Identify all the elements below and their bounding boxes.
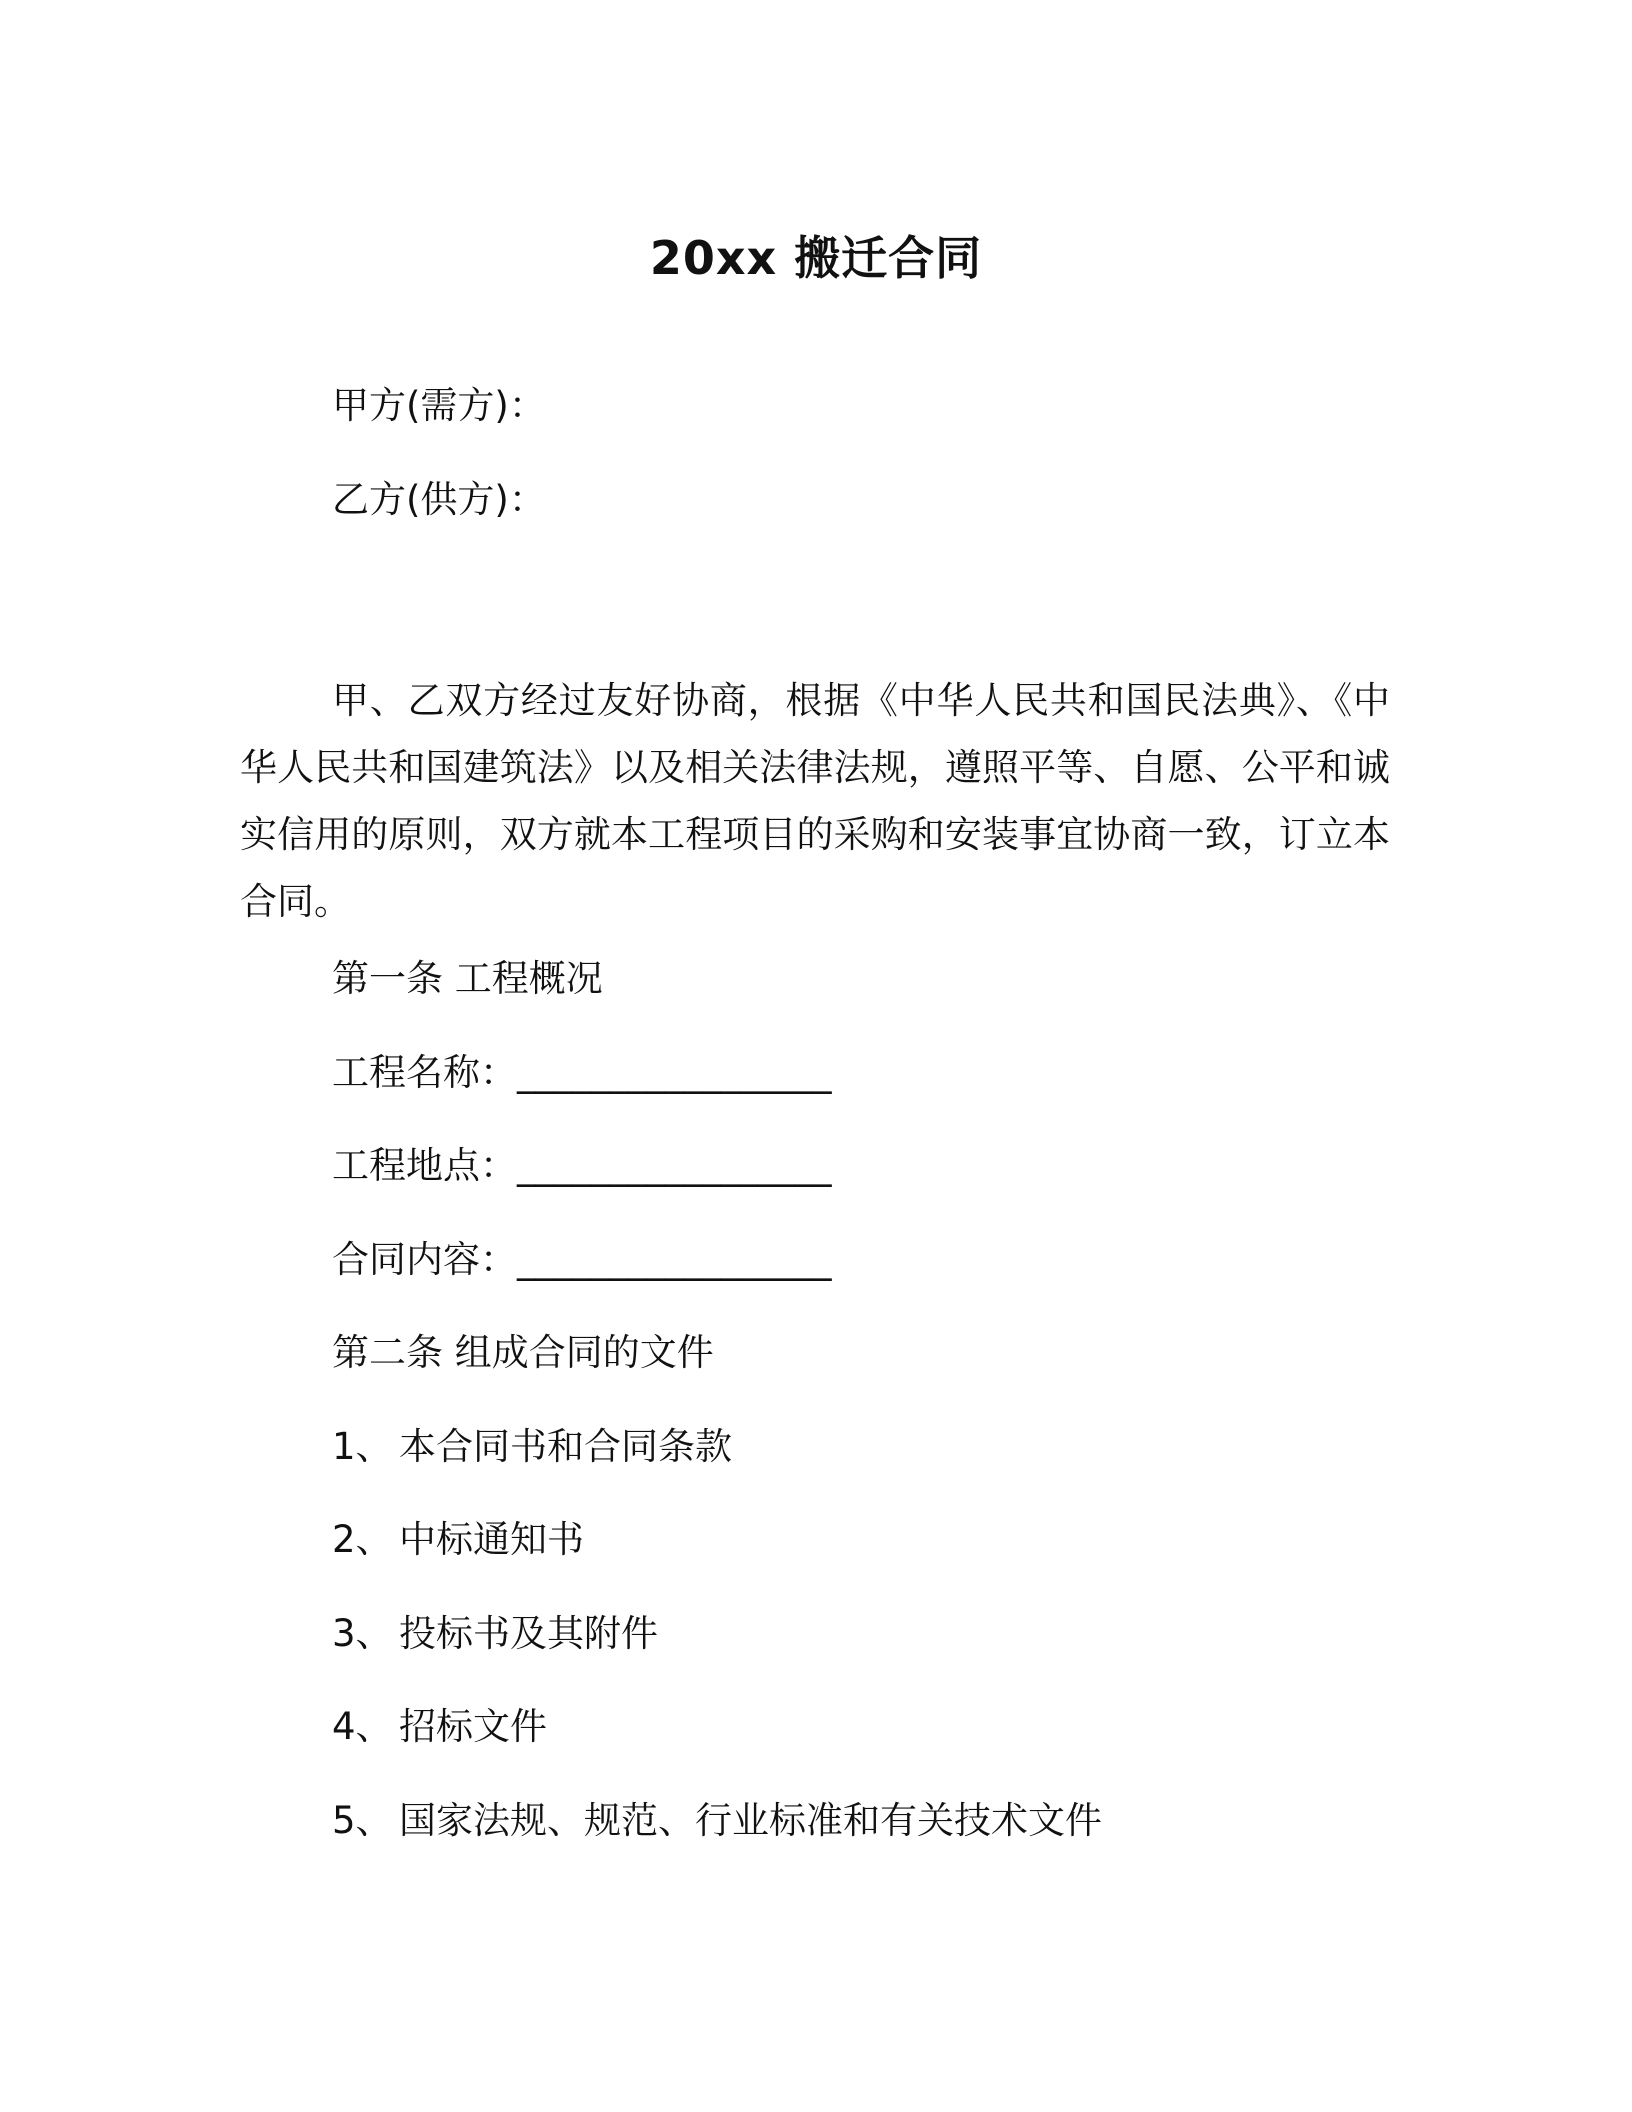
list-item-text: 国家法规、规范、行业标准和有关技术文件 — [399, 1799, 1102, 1842]
article1-heading: 第一条 工程概况 — [332, 957, 603, 1000]
list-item-text: 招标文件 — [399, 1705, 547, 1748]
list-item — [332, 1516, 584, 1564]
field-project-location — [332, 1142, 832, 1190]
article2-heading: 第二条 组成合同的文件 — [332, 1331, 714, 1374]
party-a-label: 甲方(需方)： — [332, 384, 546, 427]
field-label: 工程地点： — [332, 1144, 517, 1187]
list-item-text: 中标通知书 — [399, 1518, 584, 1561]
field-contract-content — [332, 1236, 832, 1284]
field-label: 工程名称： — [332, 1051, 517, 1094]
field-blank: _________________ — [517, 1238, 832, 1281]
list-item-number: 3、 — [332, 1612, 393, 1655]
list-item — [332, 1610, 658, 1658]
list-item-text: 本合同书和合同条款 — [399, 1425, 732, 1468]
list-item — [332, 1703, 547, 1751]
field-project-name — [332, 1049, 832, 1097]
intro-paragraph: 甲、乙双方经过友好协商，根据《中华人民共和国民法典》、《中华人民共和国建筑法》以及相关法律法规，遵照平等、自愿、公平和诚实信用的原则，双方就本工程项目的采购和安装事宜协商一致，订立本合同。 — [240, 679, 1390, 923]
field-blank: _________________ — [517, 1144, 832, 1187]
list-item-text: 投标书及其附件 — [399, 1612, 658, 1655]
list-item — [332, 1797, 1102, 1845]
list-item-number: 2、 — [332, 1518, 393, 1561]
list-item — [332, 1423, 732, 1471]
list-item-number: 5、 — [332, 1799, 393, 1842]
field-label: 合同内容： — [332, 1238, 517, 1281]
field-blank: _________________ — [517, 1051, 832, 1094]
list-item-number: 1、 — [332, 1425, 393, 1468]
document-title: 20xx 搬迁合同 — [649, 231, 983, 285]
list-item-number: 4、 — [332, 1705, 393, 1748]
party-b-label: 乙方(供方)： — [332, 478, 546, 521]
